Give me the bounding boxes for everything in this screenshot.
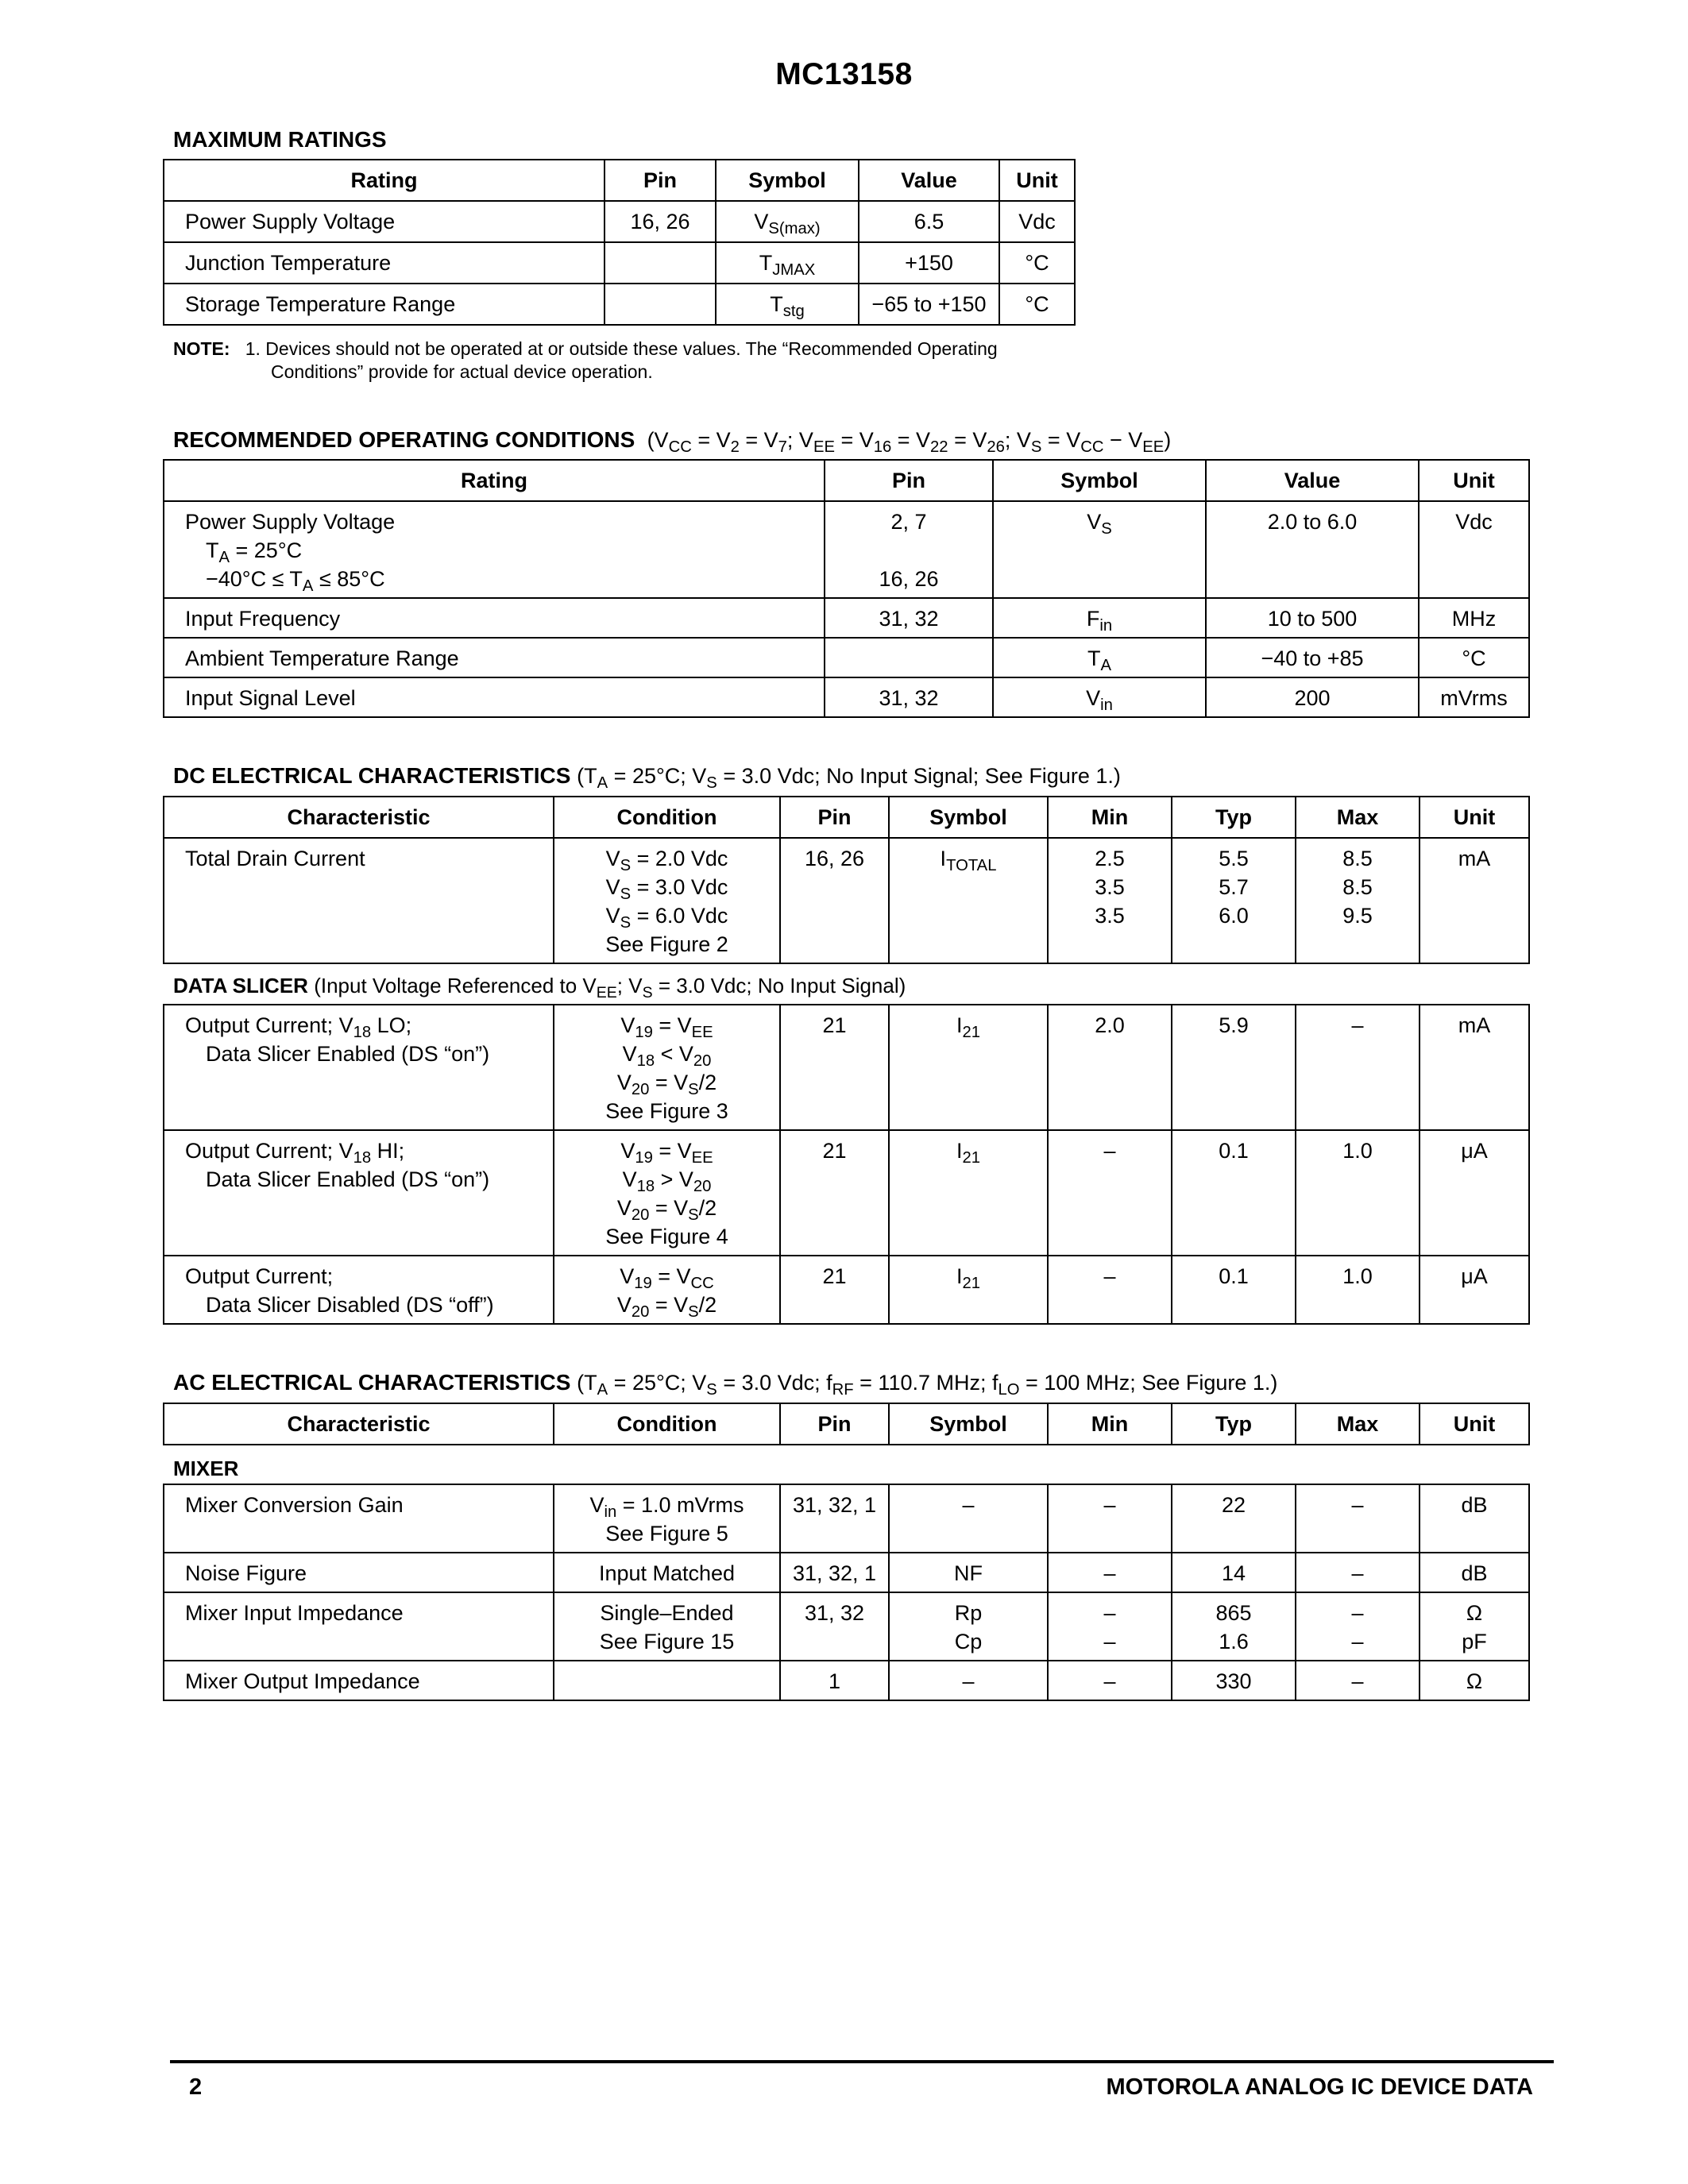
col-header: Typ — [1172, 797, 1296, 838]
cell-pin: 1 — [780, 1661, 889, 1700]
cell-symbol: $I_{21}$ — [889, 1005, 1048, 1130]
cell-min: – — [1048, 1553, 1172, 1592]
cell-characteristic: Noise Figure — [164, 1553, 554, 1592]
cell-typ: 865 1.6 — [1172, 1592, 1296, 1661]
cell-min: – — [1048, 1130, 1172, 1256]
cell-pin: 21 — [780, 1130, 889, 1256]
cell-typ: 5.9 — [1172, 1005, 1296, 1130]
cell-pin: 31, 32 — [825, 598, 993, 638]
cell-rating: Power Supply Voltage — [164, 201, 605, 242]
table-row — [164, 1005, 1529, 1130]
cell-value: −40 to +85 — [1206, 638, 1419, 677]
cell-characteristic: Output Current; Data Slicer Disabled (DS “off”) — [164, 1256, 554, 1324]
cell-symbol: $I_{21}$ — [889, 1130, 1048, 1256]
cell-rating: Input Frequency — [164, 598, 825, 638]
col-header: Typ — [1172, 1403, 1296, 1445]
page-number: 2 — [189, 2074, 203, 2100]
col-header: Unit — [1419, 460, 1529, 501]
max-ratings-table — [163, 159, 1076, 326]
mixer-table — [163, 1484, 1530, 1701]
cell-unit: Vdc — [999, 201, 1075, 242]
cell-rating: Junction Temperature — [164, 242, 605, 284]
table-row — [164, 838, 1529, 963]
col-header: Symbol — [889, 797, 1048, 838]
cell-condition: Input Matched — [554, 1553, 780, 1592]
mixer-heading: MIXER — [173, 1457, 239, 1480]
cell-condition: $V_{19} = V_{EE}$ $V_{18} < V_{20}$ $V_{20} = V_S/2$ See Figure 3 — [554, 1005, 780, 1130]
cell-typ: 5.5 5.7 6.0 — [1172, 838, 1296, 963]
cell-pin: 16, 26 — [780, 838, 889, 963]
cell-characteristic: Mixer Input Impedance — [164, 1592, 554, 1661]
cell-symbol: – — [889, 1484, 1048, 1553]
col-header: Symbol — [993, 460, 1206, 501]
cell-symbol: $V_S$ — [993, 501, 1206, 598]
cell-symbol: – — [889, 1661, 1048, 1700]
ac-condition: ($T_A = 25^\circ C$; $V_S = 3.0$ Vdc; $f_{RF} = 110.7$ MHz; $f_{LO} = 100$ MHz; See Figure 1.) — [577, 1371, 1278, 1399]
cell-rating: Storage Temperature Range — [164, 284, 605, 325]
col-header: Rating — [164, 460, 825, 501]
cell-typ: 22 — [1172, 1484, 1296, 1553]
max-ratings-note — [173, 338, 998, 384]
col-header: Condition — [554, 1403, 780, 1445]
max-ratings-heading: MAXIMUM RATINGS — [173, 127, 387, 152]
cell-symbol: $I_{21}$ — [889, 1256, 1048, 1324]
cell-max: 8.5 8.5 9.5 — [1296, 838, 1420, 963]
cell-unit: μA — [1420, 1256, 1529, 1324]
cell-value: +150 — [859, 242, 999, 284]
cell-symbol: NF — [889, 1553, 1048, 1592]
cell-typ: 14 — [1172, 1553, 1296, 1592]
cell-min: – – — [1048, 1592, 1172, 1661]
col-header: Pin — [605, 160, 716, 201]
cell-pin: 16, 26 — [605, 201, 716, 242]
cell-typ: 330 — [1172, 1661, 1296, 1700]
cell-max: – — [1296, 1661, 1420, 1700]
col-header: Characteristic — [164, 797, 554, 838]
cell-condition: Single–Ended See Figure 15 — [554, 1592, 780, 1661]
table-row — [164, 677, 1529, 717]
rating-sub-range: $-40^\circ C \le T_A \le 85^\circ C$ — [206, 567, 385, 596]
cell-min: – — [1048, 1661, 1172, 1700]
cell-condition — [554, 1661, 780, 1700]
footer-brand: MOTOROLA ANALOG IC DEVICE DATA — [1106, 2074, 1533, 2100]
cell-characteristic: Output Current; $V_{18}$ LO; Data Slicer Enabled (DS “on”) — [164, 1005, 554, 1130]
cell-unit: MHz — [1419, 598, 1529, 638]
rating-sub-ta: $T_A = 25^\circ C$ — [206, 538, 303, 567]
cell-condition: $V_{19} = V_{CC}$ $V_{20} = V_S/2$ — [554, 1256, 780, 1324]
table-row — [164, 284, 1075, 325]
rec-op-condition: ($V_{CC} = V_2 = V_7$; $V_{EE} = V_{16} = V_{22} = V_{26}$; $V_S = V_{CC} - V_{EE}$) — [641, 428, 1172, 457]
col-header: Condition — [554, 797, 780, 838]
cell-characteristic: Output Current; $V_{18}$ HI; Data Slicer Enabled (DS “on”) — [164, 1130, 554, 1256]
cell-rating: Power Supply Voltage $T_A = 25^\circ C$ $-40^\circ C \le T_A \le 85^\circ C$ — [164, 501, 825, 598]
col-header: Symbol — [889, 1403, 1048, 1445]
ac-header-table — [163, 1403, 1530, 1445]
cell-min: – — [1048, 1256, 1172, 1324]
cell-max: – — [1296, 1484, 1420, 1553]
cell-symbol: $T_A$ — [993, 638, 1206, 677]
table-row — [164, 201, 1075, 242]
cell-unit: Ω pF — [1420, 1592, 1529, 1661]
cell-symbol: $F_{in}$ — [993, 598, 1206, 638]
cell-typ: 0.1 — [1172, 1256, 1296, 1324]
col-header: Pin — [780, 797, 889, 838]
col-header: Unit — [999, 160, 1075, 201]
table-row — [164, 638, 1529, 677]
cell-pin: 31, 32 — [780, 1592, 889, 1661]
cell-condition: $V_S = 2.0$ Vdc $V_S = 3.0$ Vdc $V_S = 6.0$ Vdc See Figure 2 — [554, 838, 780, 963]
col-header: Min — [1048, 797, 1172, 838]
cell-rating: Input Signal Level — [164, 677, 825, 717]
document-title: MC13158 — [775, 57, 913, 91]
cell-pin: 2, 7 16, 26 — [825, 501, 993, 598]
cell-unit: Ω — [1420, 1661, 1529, 1700]
col-header: Pin — [780, 1403, 889, 1445]
col-header: Min — [1048, 1403, 1172, 1445]
rec-op-table — [163, 459, 1530, 718]
data-slicer-heading: DATA SLICER (Input Voltage Referenced to $V_{EE}$; $V_S = 3.0$ Vdc; No Input Signal) — [173, 974, 906, 1001]
col-header: Pin — [825, 460, 993, 501]
cell-pin: 31, 32, 1 — [780, 1553, 889, 1592]
cell-characteristic: Total Drain Current — [164, 838, 554, 963]
footer-rule — [170, 2060, 1554, 2063]
cell-symbol: $T_{JMAX}$ — [716, 242, 859, 284]
col-header: Max — [1296, 1403, 1420, 1445]
cell-min: 2.0 — [1048, 1005, 1172, 1130]
cell-min: 2.5 3.5 3.5 — [1048, 838, 1172, 963]
cell-unit: °C — [999, 284, 1075, 325]
rec-op-heading: RECOMMENDED OPERATING CONDITIONS ($V_{CC} = V_2 = V_7$; $V_{EE} = V_{16} = V_{22} = V_{26}$; $V_S = V_{CC} - V_{EE}$) — [173, 427, 1172, 457]
cell-value: 10 to 500 — [1206, 598, 1419, 638]
cell-unit: Vdc — [1419, 501, 1529, 598]
cell-pin: 31, 32 — [825, 677, 993, 717]
cell-symbol: $T_{stg}$ — [716, 284, 859, 325]
note-label: NOTE: — [173, 338, 230, 359]
cell-rating: Ambient Temperature Range — [164, 638, 825, 677]
cell-max: – – — [1296, 1592, 1420, 1661]
cell-unit: dB — [1420, 1553, 1529, 1592]
cell-unit: μA — [1420, 1130, 1529, 1256]
cell-value: 6.5 — [859, 201, 999, 242]
cell-unit: mVrms — [1419, 677, 1529, 717]
cell-max: – — [1296, 1553, 1420, 1592]
cell-pin — [825, 638, 993, 677]
data-slicer-table — [163, 1004, 1530, 1325]
table-row — [164, 598, 1529, 638]
cell-pin — [605, 284, 716, 325]
table-header-row — [164, 1403, 1529, 1445]
cell-characteristic: Mixer Output Impedance — [164, 1661, 554, 1700]
cell-unit: mA — [1420, 1005, 1529, 1130]
col-header: Max — [1296, 797, 1420, 838]
table-header-row — [164, 797, 1529, 838]
cell-pin — [605, 242, 716, 284]
cell-symbol: Rp Cp — [889, 1592, 1048, 1661]
table-row — [164, 1592, 1529, 1661]
cell-value: −65 to +150 — [859, 284, 999, 325]
dc-heading: DC ELECTRICAL CHARACTERISTICS ($T_A = 25^\circ C$; $V_S = 3.0$ Vdc; No Input Signal; See Figure 1.) — [173, 763, 1121, 793]
col-header: Unit — [1420, 1403, 1529, 1445]
col-header: Rating — [164, 160, 605, 201]
col-header: Value — [859, 160, 999, 201]
table-row — [164, 242, 1075, 284]
cell-pin: 31, 32, 1 — [780, 1484, 889, 1553]
col-header: Symbol — [716, 160, 859, 201]
ac-heading: AC ELECTRICAL CHARACTERISTICS ($T_A = 25^\circ C$; $V_S = 3.0$ Vdc; $f_{RF} = 110.7$ MHz; $f_{LO} = 100$ MHz; See Figure 1.) — [173, 1370, 1278, 1399]
table-row — [164, 1256, 1529, 1324]
note-text: Conditions” provide for actual device operation. — [271, 361, 653, 382]
table-header-row — [164, 160, 1075, 201]
table-row — [164, 1130, 1529, 1256]
cell-characteristic: Mixer Conversion Gain — [164, 1484, 554, 1553]
note-text: 1. Devices should not be operated at or outside these values. The “Recommended Operating — [245, 338, 998, 359]
table-row — [164, 1553, 1529, 1592]
table-row — [164, 501, 1529, 598]
cell-max: – — [1296, 1005, 1420, 1130]
col-header: Value — [1206, 460, 1419, 501]
col-header: Characteristic — [164, 1403, 554, 1445]
table-row — [164, 1484, 1529, 1553]
cell-max: 1.0 — [1296, 1256, 1420, 1324]
dc-condition: ($T_A = 25^\circ C$; $V_S = 3.0$ Vdc; No Input Signal; See Figure 1.) — [577, 764, 1121, 793]
cell-max: 1.0 — [1296, 1130, 1420, 1256]
cell-symbol: $I_{TOTAL}$ — [889, 838, 1048, 963]
col-header: Unit — [1420, 797, 1529, 838]
cell-unit: °C — [1419, 638, 1529, 677]
cell-typ: 0.1 — [1172, 1130, 1296, 1256]
cell-condition: $V_{in} = 1.0$ mVrms See Figure 5 — [554, 1484, 780, 1553]
cell-value: 200 — [1206, 677, 1419, 717]
cell-unit: dB — [1420, 1484, 1529, 1553]
cell-condition: $V_{19} = V_{EE}$ $V_{18} > V_{20}$ $V_{20} = V_S/2$ See Figure 4 — [554, 1130, 780, 1256]
cell-value: 2.0 to 6.0 — [1206, 501, 1419, 598]
data-slicer-condition: (Input Voltage Referenced to $V_{EE}$; $V_S = 3.0$ Vdc; No Input Signal) — [314, 974, 906, 1001]
table-header-row — [164, 460, 1529, 501]
cell-unit: mA — [1420, 838, 1529, 963]
cell-symbol: $V_{S(max)}$ — [716, 201, 859, 242]
cell-unit: °C — [999, 242, 1075, 284]
dc-table — [163, 796, 1530, 964]
table-row — [164, 1661, 1529, 1700]
cell-pin: 21 — [780, 1005, 889, 1130]
cell-pin: 21 — [780, 1256, 889, 1324]
cell-min: – — [1048, 1484, 1172, 1553]
cell-symbol: $V_{in}$ — [993, 677, 1206, 717]
